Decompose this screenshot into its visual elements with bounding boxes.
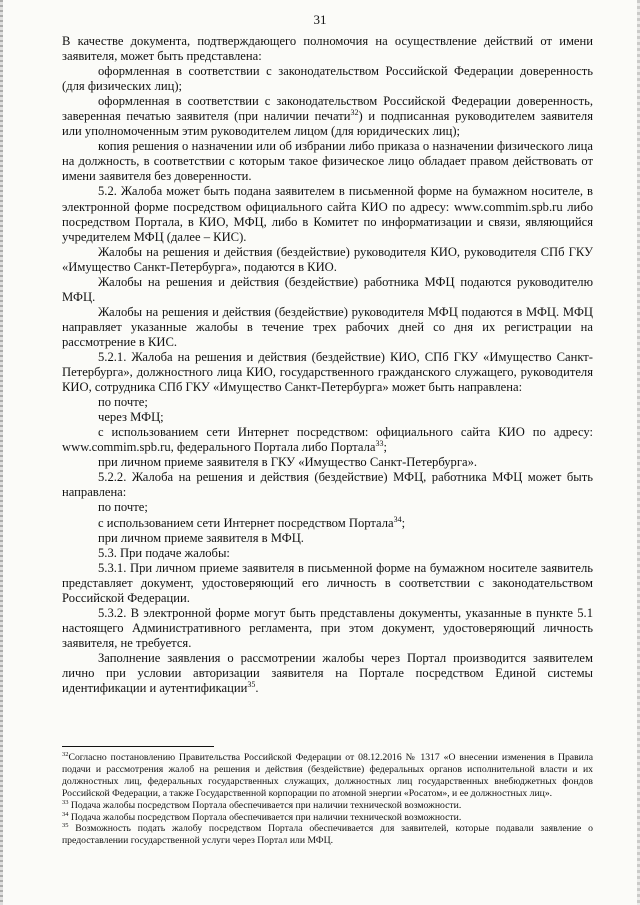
paragraph [62,305,593,350]
page-number: 31 [313,12,327,27]
paragraph-text-continued: ; [401,515,406,530]
paragraph-text: Жалобы на решения и действия (бездействие) руководителя КИО, руководителя СПб ГКУ «Имущество Санкт-Петербурга», подаются в КИО. [62,244,593,274]
footnote [62,823,593,847]
paragraph [62,455,593,470]
paragraph-text: оформленная в соответствии с законодательством Российской Федерации доверенность, заверенная печатью заявителя (при наличии печати [62,94,593,124]
footnote [62,752,593,800]
paragraph-text: с использованием сети Интернет посредством Портала [98,515,394,530]
paragraph-text: 5.3.2. В электронной форме могут быть представлены документы, указанные в пункте 5.1 настоящего Административного регламента, при этом документ, удостоверяющий личность заявителя, не требуется. [62,605,593,650]
paragraph-text-continued: . [255,681,259,696]
footnote [62,800,593,812]
paragraph [62,546,593,561]
paragraph [62,34,593,64]
footnote-text: Подача жалобы посредством Портала обеспечивается при наличии технической возможности. [68,799,462,811]
paragraph-text-continued: ; [383,440,387,455]
paragraph [62,606,593,651]
paragraph-text: 5.2.1. Жалоба на решения и действия (бездействие) КИО, СПб ГКУ «Имущество Санкт-Петербурга», должностного лица КИО, государственного гражданского служащего, руководителя КИО, сотрудника СПб ГКУ «Имущество Санкт-Петербурга» может быть направлена: [62,349,593,395]
paragraph [62,64,593,94]
paragraph [62,470,593,500]
paragraph [62,245,593,275]
footnote-number: 34 [62,810,69,818]
paragraph-text: В качестве документа, подтверждающего полномочия на осуществление действий от имени заявителя, может быть представлена: [62,34,593,64]
footnote [62,812,593,824]
paragraph-text: по почте; [98,395,148,410]
paragraph-text: копия решения о назначении или об избрании либо приказа о назначении физического лица на должность, в соответствии с которым такое физическое лицо обладает правом действовать от имени заявителя без доверенности. [62,139,593,184]
footnote-ref: 32 [350,108,359,118]
paragraph-text: 5.3. При подаче жалобы: [98,545,230,560]
footnote-number: 33 [62,798,69,806]
paragraph [62,184,593,244]
paragraph-text: с использованием сети Интернет посредством: официального сайта КИО по адресу: www.commim.spb.ru, федерального Портала либо Портала [62,425,593,455]
footnotes [62,752,593,847]
paragraph-text: по почте; [98,500,148,515]
paragraph [62,500,593,515]
paragraph [62,425,593,455]
paragraph-text: 5.2. Жалоба может быть подана заявителем в письменной форме на бумажном носителе, в электронной форме посредством официального сайта КИО по адресу: www.commim.spb.ru либо посредством Портала, в КИО, МФЦ, либо в Комитет по информатизации и связи, являющийся учредителем МФЦ (далее – КИС). [62,184,593,244]
footnote-number: 32 [62,751,69,758]
paragraph [62,561,593,606]
paragraph [62,275,593,305]
paragraph-text: при личном приеме заявителя в МФЦ. [98,530,304,545]
footnote-text: Возможность подать жалобу посредством Портала обеспечивается для заявителей, которые подавали заявление о предоставлении государственной услуги через Портал или МФЦ. [62,823,593,847]
paragraph-text: через МФЦ; [98,410,164,425]
footnote-ref: 33 [375,439,384,449]
paragraph [62,350,593,395]
paragraph-text: оформленная в соответствии с законодательством Российской Федерации доверенность (для физических лиц); [62,64,593,94]
scan-edge-left [0,0,3,905]
footnote-ref: 34 [393,514,402,524]
footnote-text: Подача жалобы посредством Портала обеспечивается при наличии технической возможности. [68,811,462,823]
body-text [62,34,593,696]
footnote-ref: 35 [247,680,256,690]
footnote-text: Согласно постановлению Правительства Российской Федерации от 08.12.2016 № 1317 «О внесении изменения в Правила подачи и рассмотрения жалоб на решения и действия (бездействие) федеральных органов исполнительной власти и их должностных лиц, федеральных государственных служащих, должностных лиц государственных внебюджетных фондов Российской Федерации, а также Государственной корпорации по атомной энергии «Росатом», и ее должностных лиц». [62,752,593,799]
paragraph [62,139,593,184]
paragraph [62,410,593,425]
paragraph-text: Жалобы на решения и действия (бездействие) руководителя МФЦ подаются в МФЦ. МФЦ направляет указанные жалобы в течение трех рабочих дней со дня их регистрации на рассмотрение в КИС. [62,304,593,349]
paragraph-text: Жалобы на решения и действия (бездействие) работника МФЦ подаются руководителю МФЦ. [62,274,593,304]
paragraph [62,94,593,139]
footnote-separator [62,746,214,747]
paragraph [62,531,593,546]
paragraph [62,516,593,531]
paragraph-text: 5.3.1. При личном приеме заявителя в письменной форме на бумажном носителе заявитель представляет документ, удостоверяющий его личность в соответствии с законодательством Российской Федерации. [62,560,593,605]
footnote-number: 35 [62,822,69,830]
paragraph-text-continued: ) и подписанная руководителем заявителя или уполномоченным этим руководителем лицом (для юридических лиц); [62,109,593,139]
paragraph-text: 5.2.2. Жалоба на решения и действия (бездействие) МФЦ, работника МФЦ может быть направлена: [62,470,593,500]
paragraph-text: Заполнение заявления о рассмотрении жалобы через Портал производится заявителем лично при условии авторизации заявителя на Портале посредством Единой системы идентификации и аутентификации [62,650,593,696]
paragraph [62,651,593,696]
paragraph [62,395,593,410]
paragraph-text: при личном приеме заявителя в ГКУ «Имущество Санкт-Петербурга». [98,455,478,470]
